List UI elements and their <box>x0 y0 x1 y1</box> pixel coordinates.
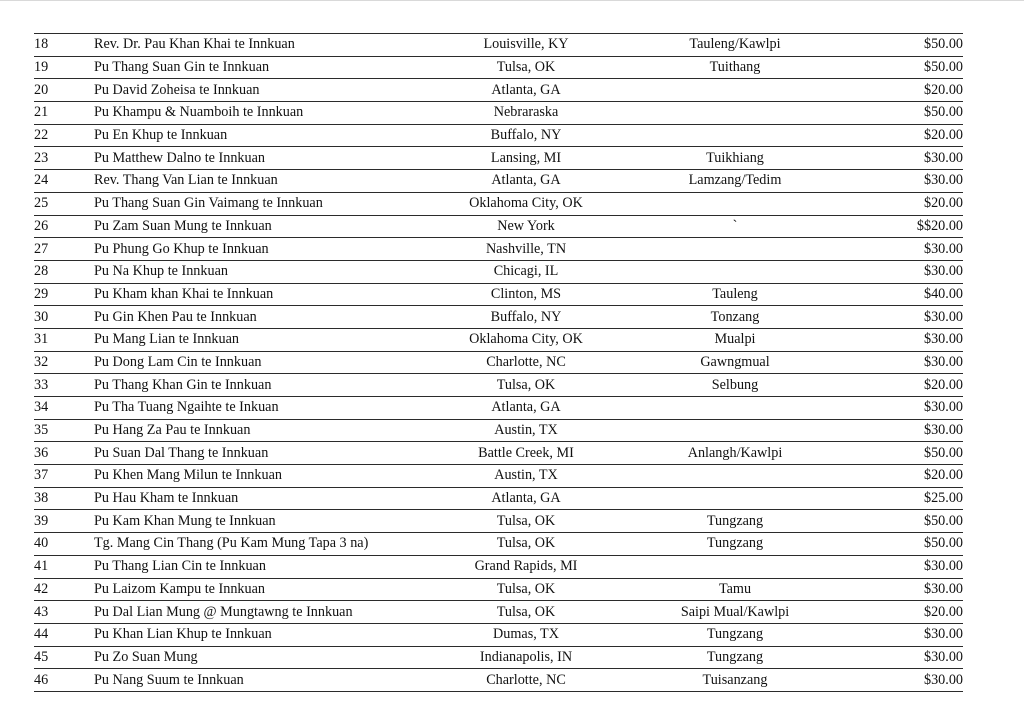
city-cell: Atlanta, GA <box>426 170 626 193</box>
donor-name-cell: Pu En Khup te Innkuan <box>94 124 426 147</box>
row-number-cell: 46 <box>34 669 94 692</box>
city-cell: Tulsa, OK <box>426 510 626 533</box>
village-cell: Anlangh/Kawlpi <box>626 442 844 465</box>
table-row <box>34 124 963 147</box>
row-number-cell: 24 <box>34 170 94 193</box>
amount-cell: $20.00 <box>844 601 963 624</box>
donor-name-cell: Rev. Dr. Pau Khan Khai te Innkuan <box>94 34 426 57</box>
donation-table <box>34 33 963 692</box>
amount-cell: $20.00 <box>844 465 963 488</box>
donor-name-cell: Pu Kham khan Khai te Innkuan <box>94 283 426 306</box>
amount-cell: $20.00 <box>844 79 963 102</box>
table-row <box>34 147 963 170</box>
row-number-cell: 18 <box>34 34 94 57</box>
row-number-cell: 28 <box>34 260 94 283</box>
table-row <box>34 283 963 306</box>
city-cell: Charlotte, NC <box>426 351 626 374</box>
amount-cell: $40.00 <box>844 283 963 306</box>
table-row <box>34 419 963 442</box>
row-number-cell: 36 <box>34 442 94 465</box>
village-cell: Tuikhiang <box>626 147 844 170</box>
amount-cell: $25.00 <box>844 487 963 510</box>
city-cell: Louisville, KY <box>426 34 626 57</box>
amount-cell: $30.00 <box>844 170 963 193</box>
row-number-cell: 23 <box>34 147 94 170</box>
row-number-cell: 25 <box>34 192 94 215</box>
city-cell: Tulsa, OK <box>426 601 626 624</box>
donor-name-cell: Pu Dong Lam Cin te Innkuan <box>94 351 426 374</box>
village-cell: Tauleng/Kawlpi <box>626 34 844 57</box>
village-cell <box>626 397 844 420</box>
table-row <box>34 374 963 397</box>
donor-name-cell: Pu Thang Khan Gin te Innkuan <box>94 374 426 397</box>
row-number-cell: 31 <box>34 328 94 351</box>
city-cell: Clinton, MS <box>426 283 626 306</box>
amount-cell: $50.00 <box>844 56 963 79</box>
village-cell: Saipi Mual/Kawlpi <box>626 601 844 624</box>
table-row <box>34 487 963 510</box>
table-row <box>34 102 963 125</box>
donor-name-cell: Pu Na Khup te Innkuan <box>94 260 426 283</box>
table-row <box>34 555 963 578</box>
row-number-cell: 21 <box>34 102 94 125</box>
village-cell: Tungzang <box>626 533 844 556</box>
table-row <box>34 397 963 420</box>
city-cell: Lansing, MI <box>426 147 626 170</box>
village-cell <box>626 124 844 147</box>
row-number-cell: 45 <box>34 646 94 669</box>
donor-name-cell: Pu Gin Khen Pau te Innkuan <box>94 306 426 329</box>
donor-name-cell: Pu David Zoheisa te Innkuan <box>94 79 426 102</box>
table-row <box>34 578 963 601</box>
amount-cell: $30.00 <box>844 646 963 669</box>
row-number-cell: 35 <box>34 419 94 442</box>
row-number-cell: 29 <box>34 283 94 306</box>
donor-name-cell: Pu Thang Lian Cin te Innkuan <box>94 555 426 578</box>
city-cell: Tulsa, OK <box>426 578 626 601</box>
city-cell: Battle Creek, MI <box>426 442 626 465</box>
city-cell: Nebraraska <box>426 102 626 125</box>
donor-name-cell: Rev. Thang Van Lian te Innkuan <box>94 170 426 193</box>
city-cell: Austin, TX <box>426 465 626 488</box>
amount-cell: $30.00 <box>844 147 963 170</box>
table-row <box>34 510 963 533</box>
city-cell: Tulsa, OK <box>426 56 626 79</box>
village-cell: Tonzang <box>626 306 844 329</box>
donor-name-cell: Pu Phung Go Khup te Innkuan <box>94 238 426 261</box>
city-cell: Charlotte, NC <box>426 669 626 692</box>
village-cell: Lamzang/Tedim <box>626 170 844 193</box>
table-row <box>34 170 963 193</box>
village-cell: Tamu <box>626 578 844 601</box>
amount-cell: $30.00 <box>844 578 963 601</box>
row-number-cell: 20 <box>34 79 94 102</box>
table-row <box>34 238 963 261</box>
donor-name-cell: Pu Hang Za Pau te Innkuan <box>94 419 426 442</box>
amount-cell: $50.00 <box>844 533 963 556</box>
table-row <box>34 623 963 646</box>
amount-cell: $30.00 <box>844 623 963 646</box>
donation-table-body <box>34 34 963 692</box>
village-cell <box>626 419 844 442</box>
table-row <box>34 442 963 465</box>
row-number-cell: 30 <box>34 306 94 329</box>
amount-cell: $30.00 <box>844 351 963 374</box>
row-number-cell: 42 <box>34 578 94 601</box>
row-number-cell: 34 <box>34 397 94 420</box>
village-cell: Gawngmual <box>626 351 844 374</box>
page-top-rule <box>0 0 1024 1</box>
donor-name-cell: Pu Suan Dal Thang te Innkuan <box>94 442 426 465</box>
table-row <box>34 533 963 556</box>
table-row <box>34 260 963 283</box>
city-cell: Buffalo, NY <box>426 306 626 329</box>
table-row <box>34 215 963 238</box>
amount-cell: $20.00 <box>844 124 963 147</box>
donor-name-cell: Pu Khen Mang Milun te Innkuan <box>94 465 426 488</box>
row-number-cell: 38 <box>34 487 94 510</box>
village-cell: Tungzang <box>626 510 844 533</box>
city-cell: Nashville, TN <box>426 238 626 261</box>
city-cell: Atlanta, GA <box>426 79 626 102</box>
amount-cell: $30.00 <box>844 260 963 283</box>
amount-cell: $50.00 <box>844 510 963 533</box>
donor-name-cell: Pu Hau Kham te Innkuan <box>94 487 426 510</box>
table-row <box>34 306 963 329</box>
row-number-cell: 33 <box>34 374 94 397</box>
city-cell: Dumas, TX <box>426 623 626 646</box>
row-number-cell: 27 <box>34 238 94 261</box>
village-cell <box>626 555 844 578</box>
amount-cell: $$20.00 <box>844 215 963 238</box>
row-number-cell: 19 <box>34 56 94 79</box>
city-cell: Tulsa, OK <box>426 533 626 556</box>
row-number-cell: 40 <box>34 533 94 556</box>
row-number-cell: 43 <box>34 601 94 624</box>
city-cell: Chicagi, IL <box>426 260 626 283</box>
village-cell: ` <box>626 215 844 238</box>
table-row <box>34 192 963 215</box>
village-cell: Tungzang <box>626 623 844 646</box>
village-cell: Tuithang <box>626 56 844 79</box>
table-row <box>34 34 963 57</box>
row-number-cell: 22 <box>34 124 94 147</box>
amount-cell: $30.00 <box>844 397 963 420</box>
donor-name-cell: Pu Tha Tuang Ngaihte te Inkuan <box>94 397 426 420</box>
amount-cell: $50.00 <box>844 102 963 125</box>
table-row <box>34 601 963 624</box>
amount-cell: $50.00 <box>844 442 963 465</box>
village-cell <box>626 465 844 488</box>
table-row <box>34 669 963 692</box>
table-row <box>34 328 963 351</box>
village-cell <box>626 102 844 125</box>
village-cell <box>626 79 844 102</box>
donor-name-cell: Pu Khampu & Nuamboih te Innkuan <box>94 102 426 125</box>
village-cell <box>626 487 844 510</box>
city-cell: Indianapolis, IN <box>426 646 626 669</box>
village-cell <box>626 238 844 261</box>
city-cell: Atlanta, GA <box>426 487 626 510</box>
amount-cell: $20.00 <box>844 192 963 215</box>
donor-name-cell: Pu Thang Suan Gin te Innkuan <box>94 56 426 79</box>
table-row <box>34 79 963 102</box>
village-cell: Mualpi <box>626 328 844 351</box>
amount-cell: $30.00 <box>844 419 963 442</box>
donor-name-cell: Pu Zam Suan Mung te Innkuan <box>94 215 426 238</box>
amount-cell: $30.00 <box>844 306 963 329</box>
row-number-cell: 44 <box>34 623 94 646</box>
donor-name-cell: Pu Kam Khan Mung te Innkuan <box>94 510 426 533</box>
donor-name-cell: Pu Zo Suan Mung <box>94 646 426 669</box>
amount-cell: $30.00 <box>844 328 963 351</box>
village-cell: Tungzang <box>626 646 844 669</box>
amount-cell: $30.00 <box>844 669 963 692</box>
row-number-cell: 41 <box>34 555 94 578</box>
donor-name-cell: Pu Laizom Kampu te Innkuan <box>94 578 426 601</box>
city-cell: Oklahoma City, OK <box>426 328 626 351</box>
table-row <box>34 56 963 79</box>
donor-name-cell: Pu Dal Lian Mung @ Mungtawng te Innkuan <box>94 601 426 624</box>
village-cell: Selbung <box>626 374 844 397</box>
city-cell: Grand Rapids, MI <box>426 555 626 578</box>
village-cell: Tauleng <box>626 283 844 306</box>
donor-name-cell: Pu Khan Lian Khup te Innkuan <box>94 623 426 646</box>
village-cell: Tuisanzang <box>626 669 844 692</box>
city-cell: New York <box>426 215 626 238</box>
row-number-cell: 39 <box>34 510 94 533</box>
table-row <box>34 646 963 669</box>
donor-name-cell: Pu Thang Suan Gin Vaimang te Innkuan <box>94 192 426 215</box>
village-cell <box>626 260 844 283</box>
city-cell: Oklahoma City, OK <box>426 192 626 215</box>
table-row <box>34 465 963 488</box>
row-number-cell: 26 <box>34 215 94 238</box>
row-number-cell: 37 <box>34 465 94 488</box>
amount-cell: $50.00 <box>844 34 963 57</box>
village-cell <box>626 192 844 215</box>
city-cell: Buffalo, NY <box>426 124 626 147</box>
city-cell: Atlanta, GA <box>426 397 626 420</box>
donor-name-cell: Tg. Mang Cin Thang (Pu Kam Mung Tapa 3 na) <box>94 533 426 556</box>
city-cell: Austin, TX <box>426 419 626 442</box>
city-cell: Tulsa, OK <box>426 374 626 397</box>
amount-cell: $30.00 <box>844 238 963 261</box>
table-row <box>34 351 963 374</box>
amount-cell: $20.00 <box>844 374 963 397</box>
donor-name-cell: Pu Mang Lian te Innkuan <box>94 328 426 351</box>
row-number-cell: 32 <box>34 351 94 374</box>
donor-name-cell: Pu Nang Suum te Innkuan <box>94 669 426 692</box>
amount-cell: $30.00 <box>844 555 963 578</box>
donor-name-cell: Pu Matthew Dalno te Innkuan <box>94 147 426 170</box>
